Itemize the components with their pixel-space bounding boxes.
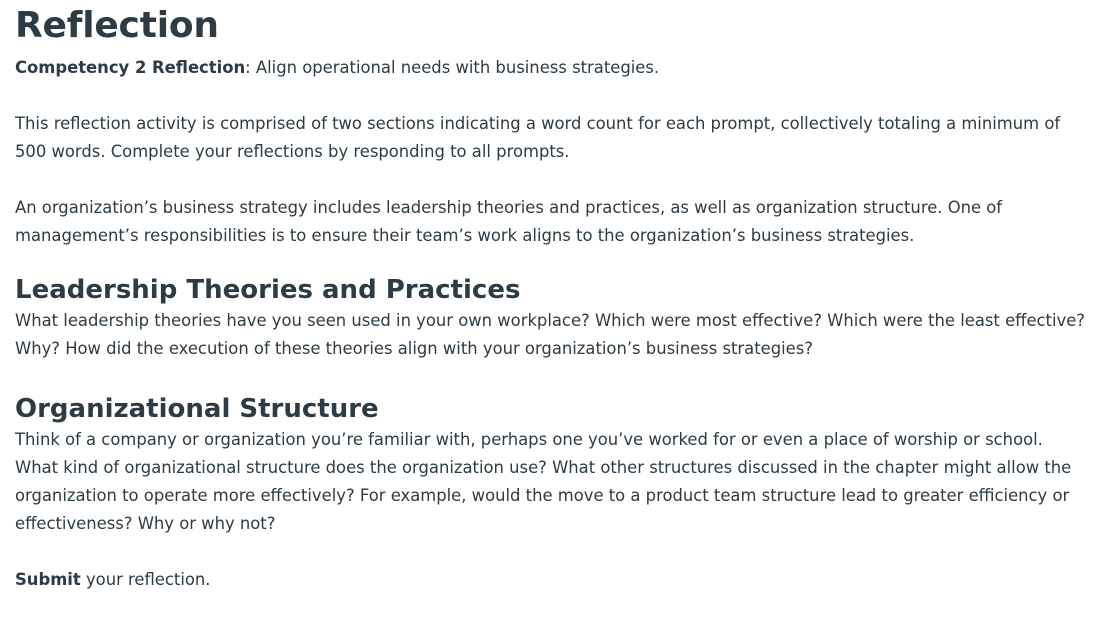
page-title: Reflection	[15, 5, 219, 46]
competency-text: : Align operational needs with business strategies.	[245, 58, 660, 77]
competency-statement	[15, 54, 1090, 82]
section-heading-leadership: Leadership Theories and Practices	[15, 275, 521, 305]
section-prompt-leadership: What leadership theories have you seen used in your own workplace? Which were most effective? Which were the least effective? Why? How did the execution of these theories align with your organization’s business strategies?	[15, 311, 1086, 358]
submit-text: your reflection.	[80, 570, 211, 589]
submit-instruction	[15, 566, 1090, 594]
competency-label: Competency 2 Reflection	[15, 58, 246, 77]
section-heading-structure: Organizational Structure	[15, 394, 379, 424]
strategy-paragraph: An organization’s business strategy includes leadership theories and practices, as well as organization structure. One of management’s responsibilities is to ensure their team’s work aligns to the organization’s business strategies.	[15, 198, 1003, 245]
submit-label: Submit	[15, 570, 81, 589]
section-prompt-structure: Think of a company or organization you’re familiar with, perhaps one you’ve worked for or even a place of worship or school. What kind of organizational structure does the organization use? What other structures discussed in the chapter might allow the organization to operate more effectively? For example, would the move to a product team structure lead to greater efficiency or effectiveness? Why or why not?	[15, 430, 1072, 533]
intro-paragraph: This reflection activity is comprised of two sections indicating a word count for each prompt, collectively totaling a minimum of 500 words. Complete your reflections by responding to all prompts.	[15, 114, 1061, 161]
